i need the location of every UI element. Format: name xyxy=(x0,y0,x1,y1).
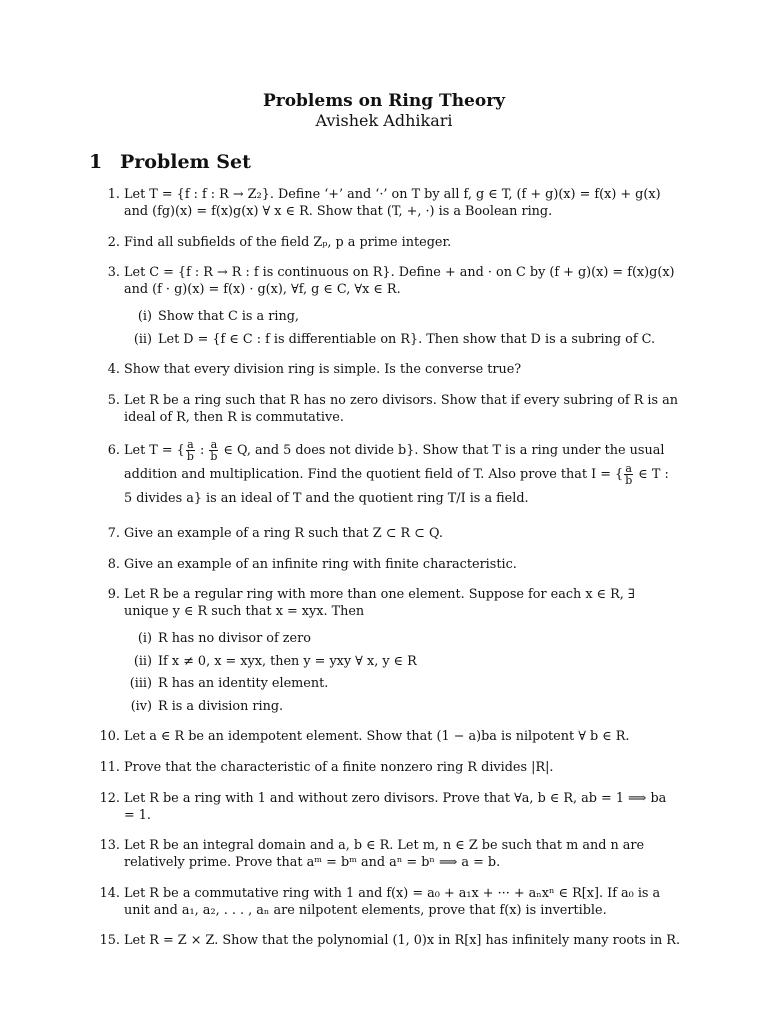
section-number: 1 xyxy=(89,151,103,173)
problem-number: 4. xyxy=(107,362,120,378)
problem-number: 1. xyxy=(107,187,120,202)
problem-text: Let T = {f : f : R → Z₂}. Define ‘+’ and ‘·’ on T by all f, g ∈ T, (f + g)(x) = f(x) + g(x) and (fg)(x) = f(x)g(x) ∀ x ∈ R. Show that (T, +, ·) is a Boolean ring. xyxy=(124,187,661,219)
problem-number: 9. xyxy=(107,587,120,603)
subpart-item xyxy=(124,630,680,647)
problem-text: Let R be a ring with 1 and without zero divisors. Prove that ∀a, b ∈ R, ab = 1 ⟹ ba = 1. xyxy=(124,790,667,823)
problem-item xyxy=(0,361,768,378)
problem-text: Let R be an integral domain and a, b ∈ R. Let m, n ∈ Z be such that m and n are relatively prime. Prove that aᵐ = bᵐ and aⁿ = bⁿ ⟹ a = b. xyxy=(124,838,645,871)
document-title: Problems on Ring Theory xyxy=(262,91,506,111)
subpart-item xyxy=(124,675,680,692)
problem-number: 12. xyxy=(99,790,120,806)
fraction-a-over-b: $\frac{a}{b}$ xyxy=(210,438,218,464)
subpart-item xyxy=(124,331,680,348)
subpart-number: (ii) xyxy=(133,653,152,669)
subpart-item xyxy=(124,653,680,670)
problem-number: 6. xyxy=(107,443,120,459)
subpart-number: (iv) xyxy=(130,698,152,714)
problem-text: Give an example of an infinite ring with finite characteristic. xyxy=(124,556,517,572)
document-author: Avishek Adhikari xyxy=(315,111,453,130)
problem-number: 5. xyxy=(107,392,120,408)
problem-number: 2. xyxy=(107,234,120,250)
problem-item xyxy=(0,439,768,511)
problem-text: Let T = { $\frac{a}{b}$ : $\frac{a}{b}$ ∈ Q, and 5 does not divide b}. Show that T is a ring under the usual addition and multiplication. Find the quotient field of T. Also prove that I = { $\frac{a}{b}$ ∈ T : 5 divides a} is an ideal of T and the quotient ring T/I is a field. xyxy=(124,438,669,507)
problem-list xyxy=(0,186,768,963)
problem-text: Prove that the characteristic of a finite nonzero ring R divides |R|. xyxy=(124,759,554,775)
subpart-list xyxy=(124,308,680,348)
problem-text: Let C = {f : R → R : f is continuous on R}. Define + and · on C by (f + g)(x) = f(x)g(x) and (f · g)(x) = f(x) · g(x), ∀f, g ∈ C, ∀x ∈ R. xyxy=(124,265,675,298)
problem-text: Let R be a commutative ring with 1 and f(x) = a₀ + a₁x + ··· + aₙxⁿ ∈ R[x]. If a₀ is a unit and a₁, a₂, . . . , aₙ are nilpotent elements, prove that f(x) is invertible. xyxy=(124,885,661,918)
problem-item xyxy=(0,186,768,220)
problem-text: Let a ∈ R be an idempotent element. Show that (1 − a)ba is nilpotent ∀ b ∈ R. xyxy=(124,729,630,745)
problem-item xyxy=(0,525,768,542)
subpart-number: (i) xyxy=(137,631,152,647)
problem-item xyxy=(0,264,768,348)
fraction-a-over-b: $\frac{a}{b}$ xyxy=(625,462,633,488)
problem-number: 8. xyxy=(107,556,120,572)
problem-number: 3. xyxy=(107,265,120,281)
subpart-number: (i) xyxy=(137,309,152,325)
subpart-text: R has no divisor of zero xyxy=(158,631,311,647)
subpart-text: If x ≠ 0, x = xyx, then y = yxy ∀ x, y ∈ R xyxy=(158,653,417,669)
problem-item xyxy=(0,790,768,824)
problem-text: Let R = Z × Z. Show that the polynomial (1, 0)x in R[x] has infinitely many roots in R. xyxy=(124,933,681,949)
subpart-number: (iii) xyxy=(129,676,152,692)
problem-item xyxy=(0,932,768,949)
section-heading xyxy=(89,151,251,173)
problem-number: 14. xyxy=(99,885,120,901)
section-title: Problem Set xyxy=(120,151,251,173)
problem-text: Let R be a ring such that R has no zero divisors. Show that if every subring of R is an ideal of R, then R is commutative. xyxy=(124,392,679,425)
problem-number: 11. xyxy=(99,759,120,775)
subpart-number: (ii) xyxy=(133,331,152,347)
subpart-item xyxy=(124,308,680,325)
subpart-list xyxy=(124,630,680,715)
problem-item xyxy=(0,234,768,251)
problem-text: Give an example of a ring R such that Z ⊂ R ⊂ Q. xyxy=(124,526,443,542)
problem-number: 10. xyxy=(99,729,120,745)
problem-item xyxy=(0,885,768,919)
subpart-text: R is a division ring. xyxy=(158,698,284,714)
subpart-text: Let D = {f ∈ C : f is differentiable on R}. Then show that D is a subring of C. xyxy=(158,331,656,347)
problem-text: Show that every division ring is simple. Is the converse true? xyxy=(124,362,522,378)
problem-text: Let R be a regular ring with more than one element. Suppose for each x ∈ R, ∃ unique y ∈ R such that x = xyx. Then xyxy=(124,587,635,620)
problem-item xyxy=(0,556,768,573)
problem-item xyxy=(0,392,768,426)
problem-text: Find all subfields of the field Zₚ, p a prime integer. xyxy=(124,234,452,250)
title-block xyxy=(0,91,768,130)
subpart-text: R has an identity element. xyxy=(158,676,329,692)
subpart-item xyxy=(124,698,680,715)
problem-item xyxy=(0,759,768,776)
problem-number: 13. xyxy=(99,838,120,854)
problem-item xyxy=(0,586,768,715)
subpart-text: Show that C is a ring, xyxy=(158,309,299,325)
fraction-a-over-b: $\frac{a}{b}$ xyxy=(186,438,194,464)
problem-item xyxy=(0,728,768,745)
problem-number: 15. xyxy=(99,933,120,949)
problem-number: 7. xyxy=(107,526,120,542)
problem-item xyxy=(0,837,768,871)
